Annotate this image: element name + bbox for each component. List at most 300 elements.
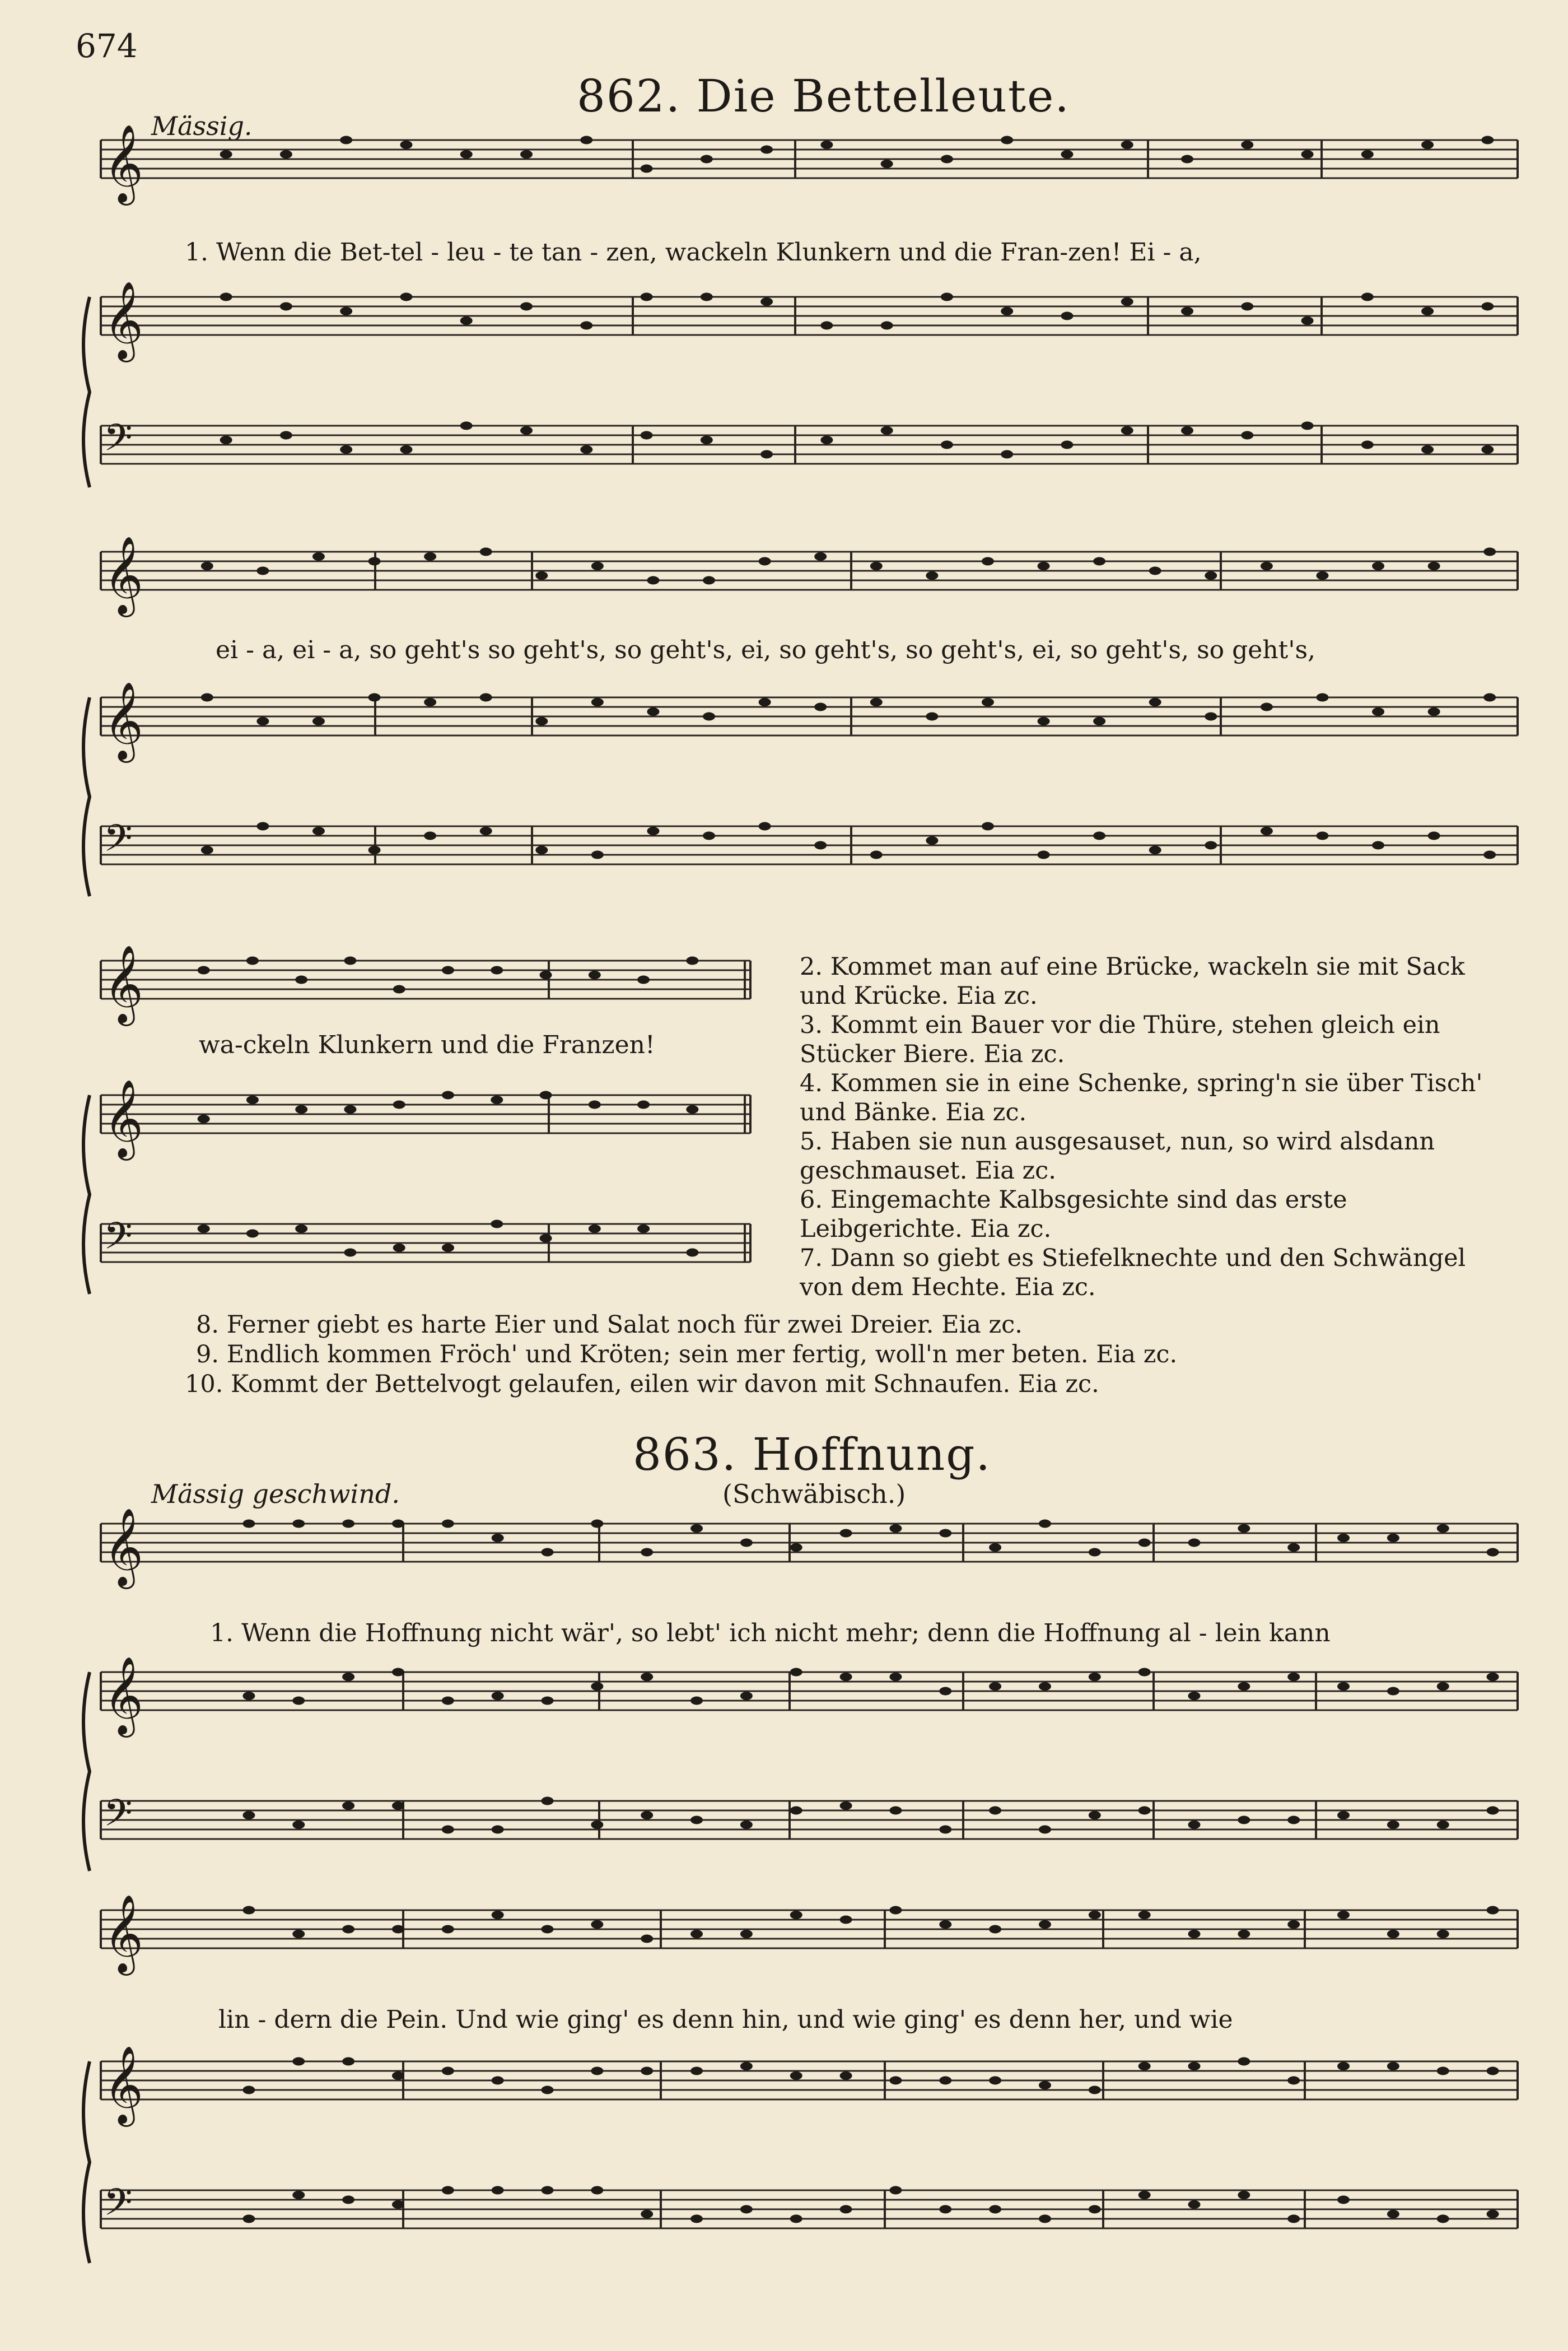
song-862-tempo: Mässig.: [151, 111, 253, 141]
note-head: [1437, 2215, 1449, 2223]
note-head: [1361, 441, 1374, 449]
note-head: [589, 1101, 601, 1109]
note-head: [889, 1524, 902, 1533]
note-head: [491, 966, 503, 975]
note-head: [641, 293, 653, 301]
note-head: [1337, 2062, 1350, 2070]
note-head: [242, 1520, 255, 1528]
note-head: [641, 1811, 653, 1819]
note-head: [424, 698, 436, 706]
note-head: [1487, 2067, 1499, 2075]
note-head: [1261, 562, 1273, 570]
note-head: [939, 2077, 951, 2085]
note-head: [292, 1520, 305, 1528]
note-head: [1387, 2210, 1399, 2218]
note-head: [591, 1682, 603, 1691]
note-head: [1188, 1930, 1201, 1938]
note-head: [460, 316, 473, 325]
note-head: [342, 1925, 354, 1934]
note-head: [442, 1520, 454, 1528]
song-863-lyrics-line-1: 1. Wenn die Hoffnung nicht wär', so lebt' ich nicht mehr; denn die Hoffnung al - lein kann: [210, 1619, 1331, 1647]
note-head: [342, 1801, 354, 1810]
note-head: [939, 1920, 951, 1929]
staff: [101, 1672, 1518, 1710]
note-head: [1061, 441, 1073, 449]
note-head: [1089, 1811, 1101, 1819]
verse: 5. Haben sie nun ausgesauset, nun, so wird alsdann geschmauset. Eia zc.: [800, 1128, 1435, 1185]
note-head: [1001, 307, 1013, 315]
note-head: [1038, 717, 1050, 725]
note-head: [280, 431, 292, 440]
song-863-lyrics-line-2: lin - dern die Pein. Und wie ging' es denn hin, und wie ging' es denn her, und wie: [218, 2005, 1233, 2034]
note-head: [641, 1548, 653, 1557]
note-head: [400, 445, 412, 454]
note-head: [442, 1091, 454, 1100]
note-head: [1205, 713, 1217, 721]
note-head: [1061, 150, 1073, 159]
note-head: [1387, 1687, 1399, 1696]
verse: 9. Endlich kommen Fröch' und Kröten; sein mer fertig, woll'n mer beten. Eia zc.: [196, 1340, 1178, 1368]
note-head: [840, 2071, 852, 2080]
note-head: [1387, 1930, 1399, 1938]
note-head: [1387, 1821, 1399, 1829]
note-head: [256, 717, 269, 725]
note-head: [989, 2077, 1001, 2085]
staff: [101, 1524, 1518, 1562]
note-head: [280, 302, 292, 311]
note-head: [442, 1826, 454, 1834]
note-head: [492, 2077, 504, 2085]
note-head: [1487, 2210, 1499, 2218]
note-head: [759, 822, 771, 831]
note-head: [641, 1673, 653, 1681]
note-head: [242, 1811, 255, 1819]
note-head: [1038, 562, 1050, 570]
note-head: [280, 150, 292, 159]
note-head: [1188, 1821, 1201, 1829]
note-head: [392, 1925, 404, 1934]
note-head: [740, 1692, 753, 1700]
verse: 8. Ferner giebt es harte Eier und Salat noch für zwei Dreier. Eia zc.: [196, 1311, 1023, 1339]
note-head: [1039, 1920, 1051, 1929]
note-head: [1437, 1930, 1449, 1938]
note-head: [840, 1673, 852, 1681]
note-head: [686, 1105, 698, 1114]
note-head: [312, 827, 325, 835]
staff: [101, 1801, 1518, 1839]
note-head: [637, 1225, 650, 1233]
system-brace: [83, 1672, 90, 1871]
note-head: [520, 302, 533, 311]
note-head: [989, 1682, 1001, 1691]
note-head: [368, 693, 381, 702]
note-head: [342, 2196, 354, 2204]
note-head: [1038, 851, 1050, 859]
treble-clef-icon: 𝄞: [104, 2046, 143, 2124]
note-head: [881, 322, 893, 330]
treble-clef-icon: 𝄞: [104, 536, 143, 614]
note-head: [392, 1520, 404, 1528]
note-head: [790, 1543, 802, 1552]
note-head: [1372, 562, 1384, 570]
note-head: [1428, 562, 1440, 570]
note-head: [1238, 2191, 1250, 2199]
note-head: [542, 1548, 554, 1557]
note-head: [820, 436, 833, 444]
note-head: [540, 971, 552, 979]
note-head: [591, 1920, 603, 1929]
note-head: [1481, 302, 1494, 311]
note-head: [982, 698, 994, 706]
note-head: [889, 1807, 902, 1815]
note-head: [647, 707, 659, 716]
note-head: [492, 1826, 504, 1834]
note-head: [1428, 707, 1440, 716]
note-head: [686, 957, 698, 965]
note-head: [1238, 1816, 1250, 1824]
note-head: [926, 571, 938, 580]
note-head: [1261, 827, 1273, 835]
note-head: [759, 698, 771, 706]
note-head: [1093, 557, 1105, 566]
note-head: [540, 1091, 552, 1100]
note-head: [1238, 1682, 1250, 1691]
staff: [101, 697, 1518, 735]
note-head: [292, 1821, 305, 1829]
note-head: [641, 165, 653, 173]
note-head: [1287, 1816, 1300, 1824]
note-head: [1361, 293, 1374, 301]
verse: 3. Kommt ein Bauer vor die Thüre, stehen gleich ein Stücker Biere. Eia zc.: [800, 1011, 1440, 1068]
note-head: [256, 822, 269, 831]
song-862-lyrics-line-3: wa-ckeln Klunkern und die Franzen!: [199, 1031, 655, 1059]
note-head: [460, 150, 473, 159]
note-head: [442, 1244, 454, 1252]
bass-clef-icon: 𝄢: [104, 817, 133, 869]
note-head: [701, 293, 713, 301]
note-head: [342, 1520, 354, 1528]
note-head: [1188, 2200, 1201, 2209]
note-head: [989, 1543, 1001, 1552]
note-head: [1437, 2067, 1449, 2075]
note-head: [1149, 698, 1161, 706]
note-head: [1337, 1534, 1350, 1542]
note-head: [368, 557, 381, 566]
note-head: [312, 552, 325, 561]
note-head: [1483, 693, 1496, 702]
note-head: [1039, 1682, 1051, 1691]
note-head: [480, 548, 492, 556]
note-head: [292, 2057, 305, 2066]
note-head: [242, 1692, 255, 1700]
note-head: [392, 2071, 404, 2080]
note-head: [690, 1816, 703, 1824]
note-head: [589, 971, 601, 979]
note-head: [1287, 1673, 1300, 1681]
note-head: [591, 562, 604, 570]
note-head: [491, 1220, 503, 1228]
bass-clef-icon: 𝄢: [104, 1791, 133, 1843]
note-head: [393, 1244, 405, 1252]
note-head: [690, 1930, 703, 1938]
note-head: [1316, 832, 1328, 840]
note-head: [814, 552, 827, 561]
note-head: [759, 557, 771, 566]
note-head: [392, 1668, 404, 1677]
bass-clef-icon: 𝄢: [104, 416, 133, 468]
note-head: [1487, 1906, 1499, 1915]
note-head: [344, 1105, 356, 1114]
note-head: [1039, 1826, 1051, 1834]
verse: 7. Dann so giebt es Stiefelknechte und den Schwängel von dem Hechte. Eia zc.: [800, 1244, 1466, 1301]
note-head: [740, 1539, 753, 1547]
note-head: [790, 1911, 802, 1919]
note-head: [814, 841, 827, 850]
note-head: [637, 976, 650, 984]
note-head: [198, 1225, 210, 1233]
note-head: [941, 155, 953, 164]
note-head: [1421, 445, 1434, 454]
note-head: [491, 1096, 503, 1104]
note-head: [840, 2205, 852, 2214]
note-head: [760, 450, 773, 459]
note-head: [591, 1821, 603, 1829]
song-862-title: 862. Die Bettelleute.: [577, 70, 1070, 122]
bass-clef-icon: 𝄢: [104, 2181, 133, 2233]
note-head: [1437, 1524, 1449, 1533]
note-head: [1001, 136, 1013, 145]
note-head: [1481, 136, 1494, 145]
system-brace: [83, 697, 90, 896]
note-head: [1205, 571, 1217, 580]
note-head: [1039, 1520, 1051, 1528]
note-head: [1093, 717, 1105, 725]
note-head: [1241, 141, 1253, 149]
staff: [101, 961, 750, 999]
note-head: [690, 1697, 703, 1705]
page-number: 674: [76, 27, 138, 65]
note-head: [1301, 422, 1314, 430]
note-head: [1437, 1682, 1449, 1691]
note-head: [790, 1807, 802, 1815]
note-head: [1372, 707, 1384, 716]
note-head: [1238, 1930, 1250, 1938]
note-head: [1301, 316, 1314, 325]
system-brace: [83, 297, 90, 487]
note-head: [1188, 1539, 1201, 1547]
note-head: [1287, 1543, 1300, 1552]
note-head: [1121, 141, 1133, 149]
note-head: [982, 822, 994, 831]
note-head: [220, 436, 232, 444]
note-head: [840, 1916, 852, 1924]
note-head: [870, 562, 883, 570]
staff: [101, 426, 1518, 464]
treble-clef-icon: 𝄞: [104, 682, 143, 760]
staff: [101, 2190, 1518, 2228]
note-head: [1001, 450, 1013, 459]
staff: [101, 1910, 1518, 1948]
note-head: [246, 1096, 259, 1104]
note-head: [492, 1911, 504, 1919]
note-head: [480, 827, 492, 835]
note-head: [220, 150, 232, 159]
verse: 10. Kommt der Bettelvogt gelaufen, eilen wir davon mit Schnaufen. Eia zc.: [185, 1370, 1099, 1398]
note-head: [760, 146, 773, 154]
note-head: [400, 141, 412, 149]
note-head: [392, 2200, 404, 2209]
note-head: [442, 1697, 454, 1705]
note-head: [591, 2186, 603, 2195]
note-head: [591, 851, 604, 859]
note-head: [242, 2215, 255, 2223]
note-head: [580, 322, 592, 330]
note-head: [1138, 1807, 1151, 1815]
bass-clef-icon: 𝄢: [104, 1214, 133, 1267]
note-head: [340, 307, 352, 315]
note-head: [1301, 150, 1314, 159]
note-head: [242, 1906, 255, 1915]
note-head: [535, 846, 548, 854]
song-863-title: 863. Hoffnung.: [633, 1428, 991, 1481]
note-head: [870, 698, 883, 706]
note-head: [1149, 567, 1161, 575]
note-head: [1238, 2057, 1250, 2066]
note-head: [1188, 2062, 1201, 2070]
note-head: [295, 1225, 307, 1233]
note-head: [982, 557, 994, 566]
note-head: [641, 431, 653, 440]
note-head: [1337, 1811, 1350, 1819]
note-head: [492, 1534, 504, 1542]
note-head: [989, 2205, 1001, 2214]
note-head: [889, 2186, 902, 2195]
note-head: [1421, 141, 1434, 149]
note-head: [1138, 1911, 1151, 1919]
note-head: [201, 693, 213, 702]
treble-clef-icon: 𝄞: [104, 945, 143, 1023]
note-head: [520, 426, 533, 435]
note-head: [641, 1935, 653, 1943]
note-head: [198, 1115, 210, 1123]
song-862-lyrics-line-1: 1. Wenn die Bet-tel - leu - te tan - zen, wackeln Klunkern und die Fran-zen! Ei - a,: [185, 238, 1202, 267]
note-head: [295, 976, 307, 984]
note-head: [1181, 155, 1193, 164]
note-head: [1287, 1920, 1300, 1929]
note-head: [460, 422, 473, 430]
note-head: [580, 136, 592, 145]
note-head: [870, 851, 883, 859]
note-head: [292, 1697, 305, 1705]
note-head: [703, 832, 715, 840]
note-head: [989, 1807, 1001, 1815]
note-head: [340, 445, 352, 454]
note-head: [1089, 1673, 1101, 1681]
note-head: [1039, 2081, 1051, 2089]
note-head: [926, 713, 938, 721]
note-head: [939, 1529, 951, 1538]
note-head: [246, 957, 259, 965]
verse: 6. Eingemachte Kalbsgesichte sind das erste Leibgerichte. Eia zc.: [800, 1186, 1347, 1243]
note-head: [703, 576, 715, 585]
note-head: [1261, 703, 1273, 711]
note-head: [535, 571, 548, 580]
note-head: [542, 1925, 554, 1934]
note-head: [580, 445, 592, 454]
note-head: [881, 426, 893, 435]
note-head: [1093, 832, 1105, 840]
note-head: [442, 1925, 454, 1934]
note-head: [740, 2062, 753, 2070]
note-head: [1089, 1911, 1101, 1919]
note-head: [392, 1801, 404, 1810]
note-head: [1238, 1524, 1250, 1533]
treble-clef-icon: 𝄞: [104, 1079, 143, 1157]
note-head: [1421, 307, 1434, 315]
note-head: [492, 2186, 504, 2195]
note-head: [542, 1697, 554, 1705]
note-head: [1483, 851, 1496, 859]
note-head: [1387, 2062, 1399, 2070]
note-head: [1089, 2205, 1101, 2214]
note-head: [542, 2186, 554, 2195]
note-head: [1089, 2086, 1101, 2094]
song-862-verses-right: [800, 952, 1516, 1302]
note-head: [368, 846, 381, 854]
note-head: [340, 136, 352, 145]
note-head: [591, 2067, 603, 2075]
note-head: [393, 985, 405, 994]
verse: 4. Kommen sie in eine Schenke, spring'n sie über Tisch' und Bänke. Eia zc.: [800, 1069, 1483, 1126]
note-head: [312, 717, 325, 725]
note-head: [647, 576, 659, 585]
note-head: [740, 2205, 753, 2214]
note-head: [1361, 150, 1374, 159]
note-head: [881, 160, 893, 168]
note-head: [889, 1673, 902, 1681]
song-863-subtitle: (Schwäbisch.): [722, 1479, 906, 1509]
song-862-lyrics-line-2: ei - a, ei - a, so geht's so geht's, so geht's, ei, so geht's, so geht's, ei, so geht's, so geht's,: [216, 636, 1316, 664]
note-head: [814, 703, 827, 711]
staff: [101, 2061, 1518, 2099]
note-head: [1337, 1682, 1350, 1691]
note-head: [701, 155, 713, 164]
note-head: [589, 1225, 601, 1233]
note-head: [1181, 307, 1193, 315]
note-head: [1241, 431, 1253, 440]
note-head: [442, 966, 454, 975]
note-head: [939, 1687, 951, 1696]
note-head: [647, 827, 659, 835]
note-head: [1487, 1673, 1499, 1681]
note-head: [1121, 297, 1133, 306]
note-head: [591, 698, 604, 706]
note-head: [295, 1105, 307, 1114]
note-head: [492, 1692, 504, 1700]
note-head: [442, 2067, 454, 2075]
note-head: [1487, 1807, 1499, 1815]
note-head: [1138, 2062, 1151, 2070]
note-head: [344, 1249, 356, 1257]
note-head: [1387, 1534, 1399, 1542]
note-head: [256, 567, 269, 575]
note-head: [1316, 571, 1328, 580]
note-head: [1437, 1821, 1449, 1829]
note-head: [690, 1524, 703, 1533]
note-head: [790, 2215, 802, 2223]
note-head: [246, 1230, 259, 1238]
note-head: [1316, 693, 1328, 702]
